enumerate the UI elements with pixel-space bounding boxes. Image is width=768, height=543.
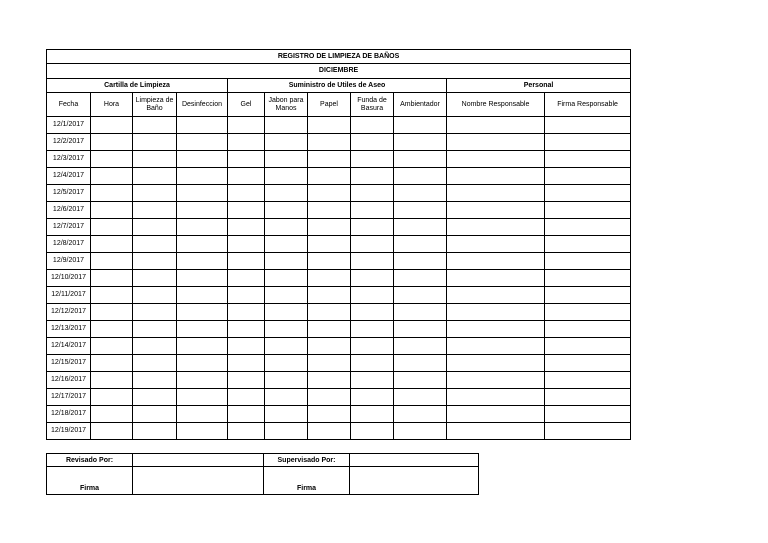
nombre-cell[interactable] — [447, 219, 545, 236]
col-header-ambientador: Ambientador — [394, 93, 447, 117]
jabon-cell[interactable] — [265, 236, 308, 253]
date-cell: 12/14/2017 — [47, 338, 91, 355]
firma-cell[interactable] — [545, 338, 631, 355]
limpieza-cell[interactable] — [133, 253, 177, 270]
limpieza-cell[interactable] — [133, 287, 177, 304]
supervisado-field[interactable] — [350, 454, 479, 467]
jabon-cell[interactable] — [265, 219, 308, 236]
revisado-field[interactable] — [133, 454, 264, 467]
date-cell: 12/8/2017 — [47, 236, 91, 253]
gel-cell[interactable] — [228, 253, 265, 270]
firma-cell[interactable] — [545, 321, 631, 338]
hora-cell[interactable] — [91, 253, 133, 270]
gel-cell[interactable] — [228, 185, 265, 202]
firma-cell[interactable] — [545, 236, 631, 253]
nombre-cell[interactable] — [447, 423, 545, 440]
limpieza-cell[interactable] — [133, 338, 177, 355]
limpieza-cell[interactable] — [133, 168, 177, 185]
papel-cell[interactable] — [308, 134, 351, 151]
revisado-label: Revisado Por: — [47, 454, 133, 467]
ambientador-cell[interactable] — [394, 253, 447, 270]
ambientador-cell[interactable] — [394, 372, 447, 389]
date-cell: 12/17/2017 — [47, 389, 91, 406]
papel-cell[interactable] — [308, 321, 351, 338]
papel-cell[interactable] — [308, 185, 351, 202]
jabon-cell[interactable] — [265, 372, 308, 389]
table-row — [47, 355, 631, 372]
hora-cell[interactable] — [91, 423, 133, 440]
ambientador-cell[interactable] — [394, 236, 447, 253]
firma-left-field[interactable] — [133, 467, 264, 495]
desinfeccion-cell[interactable] — [177, 185, 228, 202]
nombre-cell[interactable] — [447, 304, 545, 321]
jabon-cell[interactable] — [265, 151, 308, 168]
table-row — [47, 270, 631, 287]
ambientador-cell[interactable] — [394, 117, 447, 134]
funda-cell[interactable] — [351, 389, 394, 406]
limpieza-cell[interactable] — [133, 406, 177, 423]
table-row — [47, 253, 631, 270]
date-cell: 12/10/2017 — [47, 270, 91, 287]
firma-cell[interactable] — [545, 287, 631, 304]
jabon-cell[interactable] — [265, 134, 308, 151]
nombre-cell[interactable] — [447, 287, 545, 304]
hora-cell[interactable] — [91, 117, 133, 134]
ambientador-cell[interactable] — [394, 338, 447, 355]
funda-cell[interactable] — [351, 406, 394, 423]
limpieza-cell[interactable] — [133, 304, 177, 321]
desinfeccion-cell[interactable] — [177, 168, 228, 185]
desinfeccion-cell[interactable] — [177, 287, 228, 304]
jabon-cell[interactable] — [265, 389, 308, 406]
date-cell: 12/2/2017 — [47, 134, 91, 151]
col-header-desinfeccion: Desinfeccion — [177, 93, 228, 117]
col-header-firma: Firma Responsable — [545, 93, 631, 117]
table-row — [47, 287, 631, 304]
nombre-cell[interactable] — [447, 202, 545, 219]
papel-cell[interactable] — [308, 406, 351, 423]
gel-cell[interactable] — [228, 168, 265, 185]
hora-cell[interactable] — [91, 355, 133, 372]
limpieza-cell[interactable] — [133, 270, 177, 287]
papel-cell[interactable] — [308, 168, 351, 185]
col-header-limpieza: Limpieza de Baño — [133, 93, 177, 117]
desinfeccion-cell[interactable] — [177, 321, 228, 338]
table-row — [47, 304, 631, 321]
date-cell: 12/3/2017 — [47, 151, 91, 168]
gel-cell[interactable] — [228, 287, 265, 304]
desinfeccion-cell[interactable] — [177, 253, 228, 270]
gel-cell[interactable] — [228, 355, 265, 372]
table-row — [47, 219, 631, 236]
funda-cell[interactable] — [351, 287, 394, 304]
desinfeccion-cell[interactable] — [177, 236, 228, 253]
date-cell: 12/18/2017 — [47, 406, 91, 423]
desinfeccion-cell[interactable] — [177, 355, 228, 372]
firma-right-field[interactable] — [350, 467, 479, 495]
firma-cell[interactable] — [545, 389, 631, 406]
firma-cell[interactable] — [545, 423, 631, 440]
nombre-cell[interactable] — [447, 270, 545, 287]
firma-cell[interactable] — [545, 355, 631, 372]
funda-cell[interactable] — [351, 168, 394, 185]
papel-cell[interactable] — [308, 304, 351, 321]
gel-cell[interactable] — [228, 151, 265, 168]
date-cell: 12/6/2017 — [47, 202, 91, 219]
group-suministro: Suministro de Utiles de Aseo — [228, 79, 447, 93]
limpieza-cell[interactable] — [133, 372, 177, 389]
desinfeccion-cell[interactable] — [177, 202, 228, 219]
ambientador-cell[interactable] — [394, 304, 447, 321]
gel-cell[interactable] — [228, 270, 265, 287]
firma-cell[interactable] — [545, 406, 631, 423]
funda-cell[interactable] — [351, 423, 394, 440]
nombre-cell[interactable] — [447, 151, 545, 168]
desinfeccion-cell[interactable] — [177, 117, 228, 134]
funda-cell[interactable] — [351, 219, 394, 236]
hora-cell[interactable] — [91, 287, 133, 304]
col-header-papel: Papel — [308, 93, 351, 117]
table-row — [47, 185, 631, 202]
ambientador-cell[interactable] — [394, 321, 447, 338]
papel-cell[interactable] — [308, 423, 351, 440]
ambientador-cell[interactable] — [394, 270, 447, 287]
ambientador-cell[interactable] — [394, 134, 447, 151]
document-title: REGISTRO DE LIMPIEZA DE BAÑOS — [47, 50, 631, 64]
limpieza-cell[interactable] — [133, 321, 177, 338]
firma-cell[interactable] — [545, 270, 631, 287]
col-header-jabon: Jabon para Manos — [265, 93, 308, 117]
hora-cell[interactable] — [91, 185, 133, 202]
month-title: DICIEMBRE — [47, 64, 631, 79]
date-cell: 12/11/2017 — [47, 287, 91, 304]
date-cell: 12/4/2017 — [47, 168, 91, 185]
funda-cell[interactable] — [351, 372, 394, 389]
table-row — [47, 168, 631, 185]
funda-cell[interactable] — [351, 202, 394, 219]
jabon-cell[interactable] — [265, 253, 308, 270]
table-row — [47, 406, 631, 423]
funda-cell[interactable] — [351, 117, 394, 134]
nombre-cell[interactable] — [447, 338, 545, 355]
gel-cell[interactable] — [228, 321, 265, 338]
gel-cell[interactable] — [228, 304, 265, 321]
hora-cell[interactable] — [91, 304, 133, 321]
papel-cell[interactable] — [308, 236, 351, 253]
table-row — [47, 236, 631, 253]
hora-cell[interactable] — [91, 219, 133, 236]
funda-cell[interactable] — [351, 236, 394, 253]
date-cell: 12/7/2017 — [47, 219, 91, 236]
table-row — [47, 151, 631, 168]
limpieza-cell[interactable] — [133, 151, 177, 168]
nombre-cell[interactable] — [447, 389, 545, 406]
firma-cell[interactable] — [545, 168, 631, 185]
gel-cell[interactable] — [228, 236, 265, 253]
col-header-nombre: Nombre Responsable — [447, 93, 545, 117]
firma-cell[interactable] — [545, 117, 631, 134]
hora-cell[interactable] — [91, 270, 133, 287]
date-cell: 12/9/2017 — [47, 253, 91, 270]
nombre-cell[interactable] — [447, 185, 545, 202]
funda-cell[interactable] — [351, 134, 394, 151]
jabon-cell[interactable] — [265, 117, 308, 134]
col-header-funda: Funda de Basura — [351, 93, 394, 117]
hora-cell[interactable] — [91, 338, 133, 355]
gel-cell[interactable] — [228, 423, 265, 440]
table-row — [47, 321, 631, 338]
desinfeccion-cell[interactable] — [177, 338, 228, 355]
firma-cell[interactable] — [545, 219, 631, 236]
date-cell: 12/12/2017 — [47, 304, 91, 321]
nombre-cell[interactable] — [447, 406, 545, 423]
jabon-cell[interactable] — [265, 185, 308, 202]
limpieza-cell[interactable] — [133, 389, 177, 406]
hora-cell[interactable] — [91, 151, 133, 168]
table-row — [47, 389, 631, 406]
jabon-cell[interactable] — [265, 355, 308, 372]
desinfeccion-cell[interactable] — [177, 372, 228, 389]
papel-cell[interactable] — [308, 372, 351, 389]
papel-cell[interactable] — [308, 253, 351, 270]
date-cell: 12/16/2017 — [47, 372, 91, 389]
funda-cell[interactable] — [351, 355, 394, 372]
desinfeccion-cell[interactable] — [177, 219, 228, 236]
desinfeccion-cell[interactable] — [177, 304, 228, 321]
table-row — [47, 202, 631, 219]
gel-cell[interactable] — [228, 202, 265, 219]
hora-cell[interactable] — [91, 389, 133, 406]
ambientador-cell[interactable] — [394, 219, 447, 236]
desinfeccion-cell[interactable] — [177, 389, 228, 406]
col-header-hora: Hora — [91, 93, 133, 117]
papel-cell[interactable] — [308, 389, 351, 406]
date-cell: 12/19/2017 — [47, 423, 91, 440]
jabon-cell[interactable] — [265, 287, 308, 304]
hora-cell[interactable] — [91, 321, 133, 338]
firma-cell[interactable] — [545, 372, 631, 389]
desinfeccion-cell[interactable] — [177, 134, 228, 151]
date-cell: 12/5/2017 — [47, 185, 91, 202]
funda-cell[interactable] — [351, 270, 394, 287]
limpieza-cell[interactable] — [133, 185, 177, 202]
funda-cell[interactable] — [351, 253, 394, 270]
funda-cell[interactable] — [351, 338, 394, 355]
firma-cell[interactable] — [545, 202, 631, 219]
ambientador-cell[interactable] — [394, 168, 447, 185]
gel-cell[interactable] — [228, 219, 265, 236]
limpieza-cell[interactable] — [133, 355, 177, 372]
desinfeccion-cell[interactable] — [177, 423, 228, 440]
gel-cell[interactable] — [228, 389, 265, 406]
ambientador-cell[interactable] — [394, 389, 447, 406]
hora-cell[interactable] — [91, 372, 133, 389]
group-cartilla: Cartilla de Limpieza — [47, 79, 228, 93]
ambientador-cell[interactable] — [394, 355, 447, 372]
limpieza-cell[interactable] — [133, 117, 177, 134]
papel-cell[interactable] — [308, 117, 351, 134]
firma-cell[interactable] — [545, 151, 631, 168]
firma-left-label: Firma — [47, 467, 133, 495]
date-cell: 12/15/2017 — [47, 355, 91, 372]
jabon-cell[interactable] — [265, 338, 308, 355]
ambientador-cell[interactable] — [394, 406, 447, 423]
date-cell: 12/13/2017 — [47, 321, 91, 338]
ambientador-cell[interactable] — [394, 202, 447, 219]
nombre-cell[interactable] — [447, 372, 545, 389]
gel-cell[interactable] — [228, 117, 265, 134]
papel-cell[interactable] — [308, 270, 351, 287]
papel-cell[interactable] — [308, 219, 351, 236]
table-row — [47, 117, 631, 134]
hora-cell[interactable] — [91, 202, 133, 219]
hora-cell[interactable] — [91, 236, 133, 253]
papel-cell[interactable] — [308, 151, 351, 168]
table-row — [47, 372, 631, 389]
hora-cell[interactable] — [91, 406, 133, 423]
cleaning-log-table — [46, 49, 631, 440]
nombre-cell[interactable] — [447, 321, 545, 338]
supervisado-label: Supervisado Por: — [264, 454, 350, 467]
firma-right-label: Firma — [264, 467, 350, 495]
ambientador-cell[interactable] — [394, 185, 447, 202]
firma-cell[interactable] — [545, 134, 631, 151]
limpieza-cell[interactable] — [133, 423, 177, 440]
firma-cell[interactable] — [545, 253, 631, 270]
jabon-cell[interactable] — [265, 406, 308, 423]
ambientador-cell[interactable] — [394, 151, 447, 168]
desinfeccion-cell[interactable] — [177, 151, 228, 168]
papel-cell[interactable] — [308, 355, 351, 372]
ambientador-cell[interactable] — [394, 423, 447, 440]
papel-cell[interactable] — [308, 338, 351, 355]
hora-cell[interactable] — [91, 134, 133, 151]
nombre-cell[interactable] — [447, 355, 545, 372]
limpieza-cell[interactable] — [133, 219, 177, 236]
hora-cell[interactable] — [91, 168, 133, 185]
papel-cell[interactable] — [308, 287, 351, 304]
jabon-cell[interactable] — [265, 202, 308, 219]
gel-cell[interactable] — [228, 406, 265, 423]
firma-cell[interactable] — [545, 304, 631, 321]
jabon-cell[interactable] — [265, 423, 308, 440]
table-row — [47, 423, 631, 440]
nombre-cell[interactable] — [447, 134, 545, 151]
col-header-gel: Gel — [228, 93, 265, 117]
desinfeccion-cell[interactable] — [177, 270, 228, 287]
jabon-cell[interactable] — [265, 270, 308, 287]
gel-cell[interactable] — [228, 372, 265, 389]
group-personal: Personal — [447, 79, 631, 93]
col-header-fecha: Fecha — [47, 93, 91, 117]
firma-cell[interactable] — [545, 185, 631, 202]
gel-cell[interactable] — [228, 338, 265, 355]
nombre-cell[interactable] — [447, 168, 545, 185]
funda-cell[interactable] — [351, 321, 394, 338]
papel-cell[interactable] — [308, 202, 351, 219]
jabon-cell[interactable] — [265, 304, 308, 321]
nombre-cell[interactable] — [447, 253, 545, 270]
funda-cell[interactable] — [351, 185, 394, 202]
limpieza-cell[interactable] — [133, 236, 177, 253]
limpieza-cell[interactable] — [133, 202, 177, 219]
funda-cell[interactable] — [351, 304, 394, 321]
funda-cell[interactable] — [351, 151, 394, 168]
signature-table — [46, 453, 479, 495]
jabon-cell[interactable] — [265, 321, 308, 338]
gel-cell[interactable] — [228, 134, 265, 151]
nombre-cell[interactable] — [447, 236, 545, 253]
jabon-cell[interactable] — [265, 168, 308, 185]
desinfeccion-cell[interactable] — [177, 406, 228, 423]
table-row — [47, 338, 631, 355]
nombre-cell[interactable] — [447, 117, 545, 134]
table-row — [47, 134, 631, 151]
date-cell: 12/1/2017 — [47, 117, 91, 134]
limpieza-cell[interactable] — [133, 134, 177, 151]
ambientador-cell[interactable] — [394, 287, 447, 304]
